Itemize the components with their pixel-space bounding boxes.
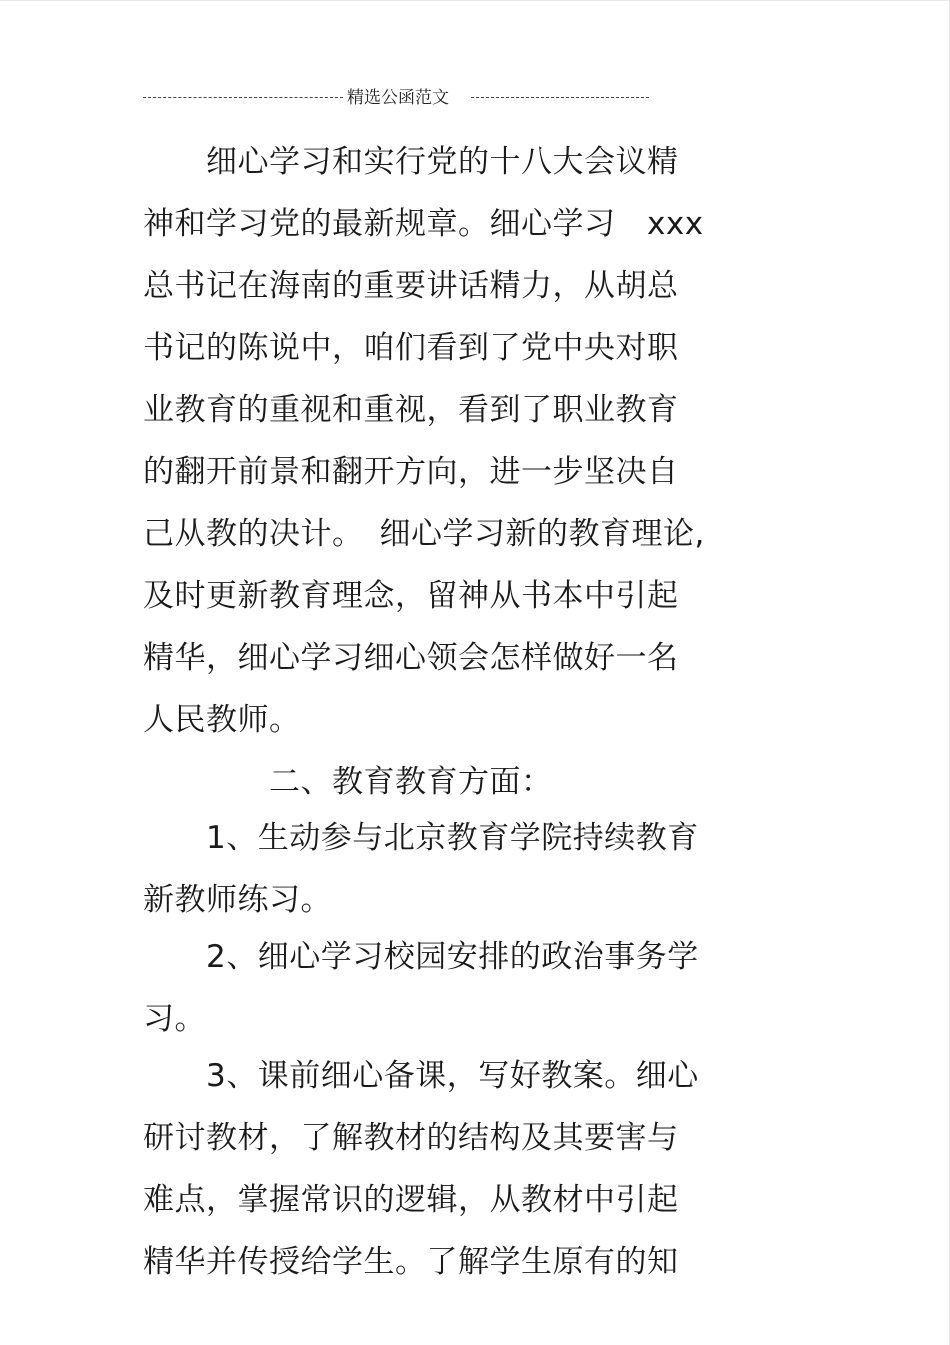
section-heading: 二、教育教育方面： <box>143 764 553 800</box>
body-line: 新教师练习。 <box>143 882 332 918</box>
header-dash-left <box>143 97 343 98</box>
body-line: 人民教师。 <box>143 702 301 738</box>
body-line: 及时更新教育理念，留神从书本中引起 <box>143 578 679 614</box>
header-dash-right <box>471 97 649 98</box>
body-line: 精华并传授给学生。了解学生原有的知 <box>143 1244 679 1280</box>
body-line: 己从教的决计。 细心学习新的教育理论, <box>143 516 705 552</box>
body-line: 精华，细心学习细心领会怎样做好一名 <box>143 640 679 676</box>
body-line: 书记的陈说中，咱们看到了党中央对职 <box>143 330 679 366</box>
body-line: 总书记在海南的重要讲话精力，从胡总 <box>143 268 679 304</box>
body-line: 研讨教材，了解教材的结构及其要害与 <box>143 1120 679 1156</box>
page-header <box>143 80 683 110</box>
body-line: 的翻开前景和翻开方向，进一步坚决自 <box>143 454 679 490</box>
header-title: 精选公函范文 <box>347 87 449 108</box>
body-line: 习。 <box>143 1001 206 1037</box>
body-line: 细心学习和实行党的十八大会议精 <box>143 144 679 180</box>
list-item: 2、细心学习校园安排的政治事务学 <box>143 939 699 975</box>
list-item: 3、课前细心备课，写好教案。细心 <box>143 1058 699 1094</box>
body-line: 难点，掌握常识的逻辑，从教材中引起 <box>143 1182 679 1218</box>
list-item: 1、生动参与北京教育学院持续教育 <box>143 820 699 856</box>
body-line: 业教育的重视和重视，看到了职业教育 <box>143 392 679 428</box>
body-line: 神和学习党的最新规章。细心学习 xxx <box>143 206 704 242</box>
